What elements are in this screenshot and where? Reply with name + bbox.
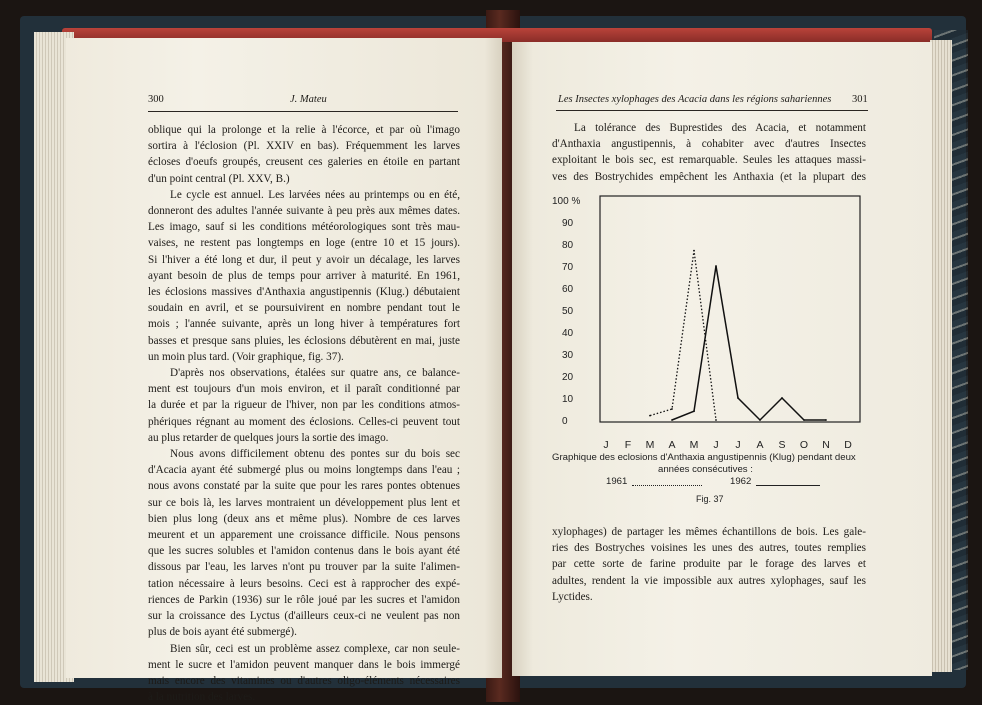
- left-page: [66, 38, 502, 704]
- text-line: ment est toujours d'un mois environ, et il paraît conditionné par: [148, 383, 460, 396]
- figure-caption-line2: années consécutives :: [658, 464, 753, 475]
- data-point-1962: [693, 410, 695, 412]
- data-point-1962: [671, 419, 673, 421]
- text-line: un moin plus tard. (Voir graphique, fig. 37).: [148, 350, 344, 363]
- y-tick-label: 100 %: [552, 196, 581, 207]
- data-point-1962: [759, 419, 761, 421]
- y-tick-label: 50: [562, 306, 574, 317]
- x-tick-label: J: [603, 439, 609, 451]
- legend-1961-swatch: [632, 485, 702, 486]
- text-line: oblique qui la prolonge et la relie à l'écorce, et par où l'imago: [148, 124, 460, 136]
- text-line: à la nutrition des larves.: [148, 691, 256, 704]
- data-point-1962: [825, 419, 827, 421]
- text-line: Bien sûr, ceci est un problème assez complexe, car non seule-: [170, 642, 460, 655]
- text-line: au plus retarder de quelques jours la sortie des imago.: [148, 431, 389, 444]
- x-tick-label: A: [756, 439, 764, 451]
- text-line: la durée et par la rigueur de l'hiver, non par les conditions atmos-: [148, 399, 460, 412]
- text-line: ves des Bostrychides empêchent les Anthaxia (et la plupart des: [552, 170, 866, 183]
- text-line: d'Anthaxia angustipennis, à cohabiter avec d'autres Insectes: [552, 138, 866, 151]
- page-number-right: 301: [852, 94, 868, 105]
- x-tick-label: N: [822, 439, 830, 451]
- data-point-1961: [715, 419, 717, 421]
- text-line: que les sucres solubles et l'amidon contenus dans le bois ayant été: [148, 545, 460, 558]
- text-line: Lyctides.: [552, 590, 593, 603]
- header-rule-left: [148, 111, 458, 112]
- plot-frame: [600, 196, 860, 422]
- text-line: donneront des adultes l'année suivante à peu près aux mêmes dates.: [148, 205, 460, 218]
- page-stack-right: [930, 40, 952, 672]
- text-line: riences de Parkin (1936) sur le rôle joué par les sucres et l'amidon: [148, 593, 460, 606]
- text-line: nous avons constaté par la suite que pour les rares pontes obtenues: [148, 480, 460, 493]
- x-tick-label: A: [668, 439, 676, 451]
- y-tick-label: 20: [562, 372, 574, 383]
- text-line: plus de bois ayant été submergé).: [148, 626, 297, 639]
- text-line: les éclosions massives d'Anthaxia angustipennis (Klug.) débutaient: [148, 286, 460, 299]
- text-line: phériques régnant au moment des éclosions. Celles-ci peuvent tout: [148, 415, 460, 428]
- text-line: sortira à l'éclosion (Pl. XXIV en bas). Fréquemment les larves: [148, 140, 460, 153]
- text-line: mais encore des vitamines ou d'autres oligo-éléments nécessaires: [148, 674, 460, 687]
- x-tick-label: J: [735, 439, 741, 451]
- text-line: ayant besoin de plus de temps pour arriver à maturité. En 1961,: [148, 269, 460, 282]
- x-tick-label: D: [844, 439, 852, 451]
- legend-1962-label: 1962: [730, 476, 752, 487]
- right-body-text-top: [552, 120, 866, 185]
- legend-1962-swatch: [756, 485, 820, 486]
- figure-label: Fig. 37: [696, 494, 724, 504]
- x-tick-label: M: [645, 439, 655, 451]
- data-point-1961: [693, 250, 695, 252]
- right-page: [512, 42, 932, 676]
- text-line: soudain en avril, et se poursuivirent en nombre pendant tout le: [148, 302, 460, 315]
- left-body-text: [148, 122, 460, 705]
- text-line: vaises, ne restent pas longtemps en loge (entre 10 et 15 jours).: [148, 237, 460, 250]
- text-line: Les imago, sauf si les conditions météorologiques sont très mau-: [148, 221, 460, 234]
- text-line: mois ; l'année suivante, après un long hiver à températures fort: [148, 318, 460, 331]
- y-tick-label: 60: [562, 284, 574, 295]
- series-line-1962: [672, 266, 826, 420]
- data-point-1961: [649, 415, 651, 417]
- text-line: par cette sorte de farine produite par le forage des larves et: [552, 558, 866, 571]
- text-line: bien plus long (deux ans et même plus). Nombre de ces larves: [148, 512, 460, 525]
- running-head-right: Les Insectes xylophages des Acacia dans les régions sahariennes: [558, 94, 832, 105]
- data-point-1961: [671, 408, 673, 410]
- text-line: xylophages) de partager les mêmes échantillons de bois. Les gale-: [552, 526, 866, 538]
- y-tick-label: 0: [562, 416, 568, 427]
- text-line: basses et presque sans pluies, les éclosions débutèrent en mai, juste: [148, 334, 460, 347]
- data-point-1962: [781, 397, 783, 399]
- data-point-1962: [803, 419, 805, 421]
- text-line: Le cycle est annuel. Les larvées nées au printemps ou en été,: [170, 188, 460, 201]
- text-line: ment le sucre et l'amidon peuvent manquer dans le bois immergé: [148, 658, 460, 671]
- text-line: tation nécessaire à leurs besoins. Ceci est à rapprocher des expé-: [148, 577, 460, 590]
- data-point-1962: [715, 265, 717, 267]
- y-tick-label: 10: [562, 394, 574, 405]
- eclosion-line-chart: [548, 182, 904, 457]
- right-body-text-bottom: [552, 524, 866, 605]
- text-line: sur la croissance des Lyctus (d'ailleurs ceux-ci ne veulent pas non: [148, 610, 460, 623]
- text-line: meurent et un apparement une croissance difficile. Nous pensons: [148, 529, 460, 542]
- text-line: dissous par l'eau, les larves n'ont pu trouver par la suite l'alimen-: [148, 561, 460, 574]
- x-tick-label: J: [713, 439, 719, 451]
- x-tick-label: F: [624, 439, 632, 451]
- text-line: D'après nos observations, étalées sur quatre ans, ce balance-: [170, 367, 460, 380]
- data-point-1962: [737, 397, 739, 399]
- x-tick-label: S: [778, 439, 786, 451]
- header-rule-right: [556, 110, 868, 111]
- text-line: d'un point central (Pl. XXV, B.): [148, 172, 290, 185]
- text-line: ries des Bostryches voisines les unes des autres, toutes remplies: [552, 542, 866, 555]
- y-tick-label: 30: [562, 350, 574, 361]
- running-head-left: J. Mateu: [290, 94, 327, 105]
- text-line: Nous avons difficilement obtenu des pontes sur du bois sec: [170, 448, 460, 461]
- text-line: Si l'hiver a été long et dur, il peut y avoir un décalage, les larves: [148, 253, 460, 266]
- text-line: exploitant le bois sec, est remarquable. Seules les attaques massi-: [552, 154, 866, 167]
- y-tick-label: 80: [562, 240, 574, 251]
- text-line: sur ce bois là, les larves montraient un développement plus lent et: [148, 496, 460, 509]
- y-tick-label: 70: [562, 262, 574, 273]
- x-tick-label: M: [689, 439, 699, 451]
- y-tick-label: 90: [562, 218, 574, 229]
- y-tick-label: 40: [562, 328, 574, 339]
- text-line: écloses d'oeufs groupés, creusent ces galeries en étoile en partant: [148, 156, 460, 169]
- figure-37-chart: [548, 182, 904, 542]
- figure-caption-line1: Graphique des eclosions d'Anthaxia angustipennis (Klug) pendant deux: [552, 452, 856, 463]
- text-line: adultes, rendent la vie impossible aux autres xylophages, sauf les: [552, 574, 866, 587]
- page-number-left: 300: [148, 94, 164, 105]
- legend-1961-label: 1961: [606, 476, 628, 487]
- x-tick-label: O: [799, 439, 809, 451]
- text-line: La tolérance des Buprestides des Acacia, et notamment: [574, 122, 866, 134]
- text-line: d'Acacia ayant été submergé plus ou moins longtemps dans l'eau ;: [148, 464, 460, 477]
